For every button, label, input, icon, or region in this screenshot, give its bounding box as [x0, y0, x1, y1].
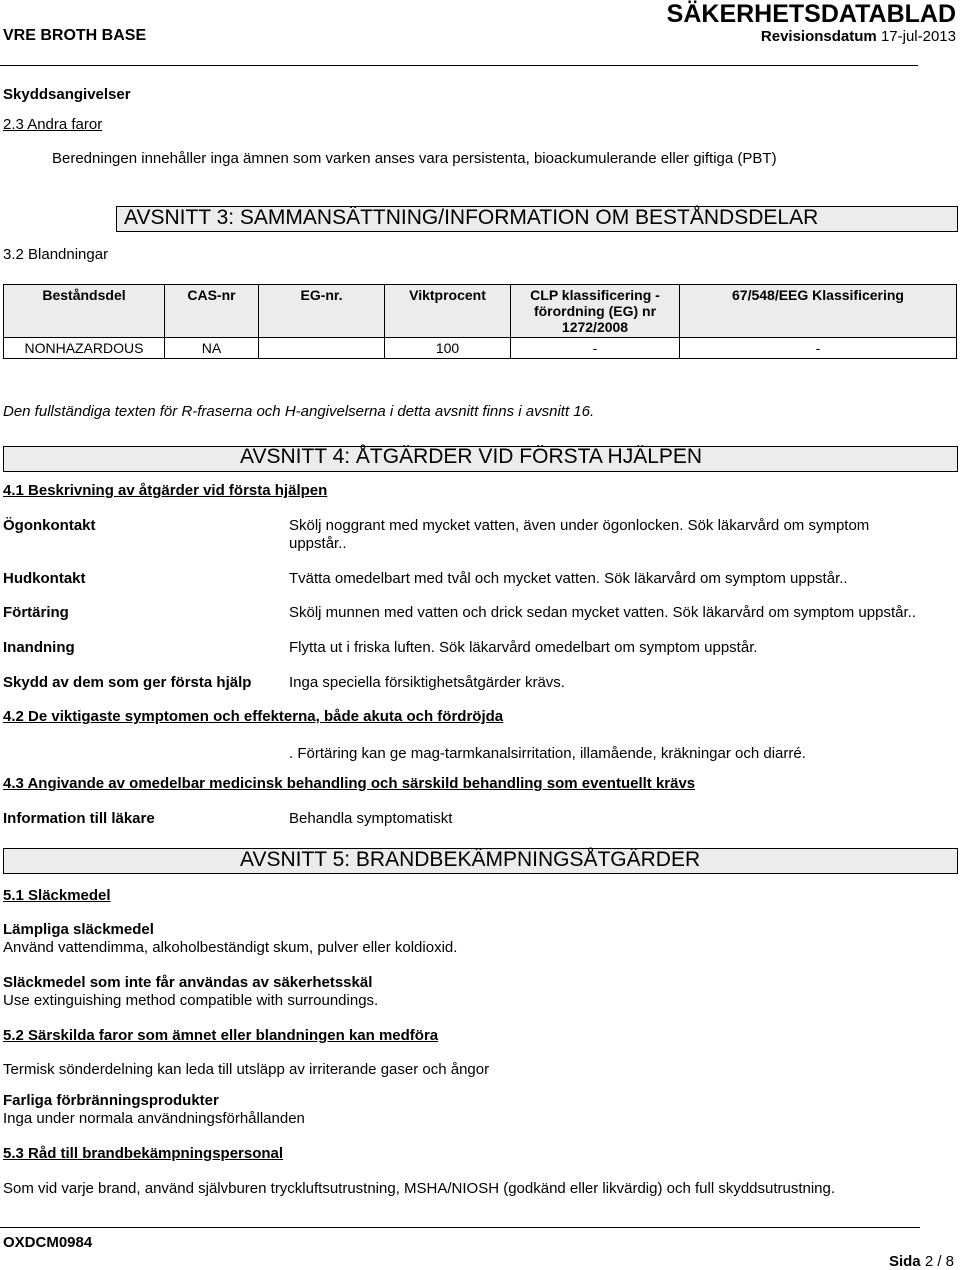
- ingestion-text: Skölj munnen med vatten och drick sedan mycket vatten. Sök läkarvård om symptom uppstår..: [289, 604, 916, 621]
- other-hazards-text: Beredningen innehåller inga ämnen som varken anses vara persistenta, bioackumulerande eller giftiga (PBT): [52, 150, 777, 167]
- column-header: Beståndsdel: [4, 285, 165, 338]
- extinguishing-media-heading: 5.1 Släckmedel: [3, 887, 111, 904]
- inhalation-text: Flytta ut i friska luften. Sök läkarvård omedelbart om symptom uppstår.: [289, 639, 758, 656]
- composition-table-header: [4, 285, 957, 338]
- composition-table: [3, 284, 957, 359]
- footer-divider: [0, 1227, 920, 1228]
- page-label: Sida: [888, 1253, 921, 1270]
- page-number: [889, 1253, 954, 1270]
- eye-contact-label: Ögonkontakt: [3, 517, 96, 534]
- column-header: EG-nr.: [259, 285, 385, 338]
- skin-contact-label: Hudkontakt: [3, 570, 86, 587]
- table-cell: 100: [385, 338, 511, 359]
- firefighter-advice-text: Som vid varje brand, använd självburen tryckluftsutrustning, MSHA/NIOSH (godkänd eller likvärdig) och full skyddsutrustning.: [3, 1180, 836, 1197]
- firefighter-advice-heading: 5.3 Råd till brandbekämpningspersonal: [3, 1145, 284, 1162]
- revision-date-value: 17-jul-2013: [880, 28, 956, 45]
- section-4-title: AVSNITT 4: ÅTGÄRDER VID FÖRSTA HJÄLPEN: [240, 445, 703, 468]
- full-text-note: Den fullständiga texten för R-fraserna och H-angivelserna i detta avsnitt finns i avsnitt 16.: [3, 403, 595, 420]
- document-title: SÄKERHETSDATABLAD: [666, 0, 956, 28]
- doctor-info-label: Information till läkare: [3, 810, 155, 827]
- skin-contact-text: Tvätta omedelbart med tvål och mycket vatten. Sök läkarvård om symptom uppstår..: [289, 570, 848, 587]
- column-header: 67/548/EEG Klassificering: [680, 285, 957, 338]
- table-cell: [259, 338, 385, 359]
- first-aider-protection-text: Inga speciella försiktighetsåtgärder krävs.: [289, 674, 565, 691]
- table-cell: -: [680, 338, 957, 359]
- doctor-info-text: Behandla symptomatiskt: [289, 810, 453, 827]
- column-header: CLP klassificering - förordning (EG) nr 1272/2008: [511, 285, 680, 338]
- unsuitable-media-label: Släckmedel som inte får användas av säkerhetsskäl: [3, 974, 373, 991]
- page-value: 2 / 8: [924, 1253, 954, 1270]
- section-3-title: AVSNITT 3: SAMMANSÄTTNING/INFORMATION OM BESTÅNDSDELAR: [124, 206, 819, 229]
- unsuitable-media-text: Use extinguishing method compatible with surroundings.: [3, 992, 379, 1009]
- inhalation-label: Inandning: [3, 639, 75, 656]
- table-cell: NA: [165, 338, 259, 359]
- special-hazards-heading: 5.2 Särskilda faror som ämnet eller blandningen kan medföra: [3, 1027, 439, 1044]
- product-name: VRE BROTH BASE: [3, 27, 147, 44]
- revision-date: [761, 28, 956, 45]
- first-aid-description-heading: 4.1 Beskrivning av åtgärder vid första hjälpen: [3, 482, 328, 499]
- column-header: CAS-nr: [165, 285, 259, 338]
- first-aider-protection-label: Skydd av dem som ger första hjälp: [3, 674, 252, 691]
- symptoms-heading: 4.2 De viktigaste symptomen och effekterna, både akuta och fördröjda: [3, 708, 504, 725]
- ingestion-label: Förtäring: [3, 604, 69, 621]
- precautionary-statements-label: Skyddsangivelser: [3, 86, 131, 103]
- eye-contact-text: Skölj noggrant med mycket vatten, även under ögonlocken. Sök läkarvård om symptom: [289, 517, 870, 534]
- suitable-media-label: Lämpliga släckmedel: [3, 921, 154, 938]
- eye-contact-text-cont: uppstår..: [289, 535, 347, 552]
- section-5-title: AVSNITT 5: BRANDBEKÄMPNINGSÅTGÄRDER: [240, 848, 701, 871]
- table-cell: NONHAZARDOUS: [4, 338, 165, 359]
- table-row: [4, 338, 957, 359]
- suitable-media-text: Använd vattendimma, alkoholbeständigt skum, pulver eller koldioxid.: [3, 939, 458, 956]
- header-divider: [0, 65, 918, 66]
- combustion-products-label: Farliga förbränningsprodukter: [3, 1092, 219, 1109]
- special-hazards-text: Termisk sönderdelning kan leda till utsläpp av irriterande gaser och ångor: [3, 1061, 490, 1078]
- mixtures-label: 3.2 Blandningar: [3, 246, 109, 263]
- column-header: Viktprocent: [385, 285, 511, 338]
- table-cell: -: [511, 338, 680, 359]
- medical-treatment-heading: 4.3 Angivande av omedelbar medicinsk behandling och särskild behandling som eventuellt krävs: [3, 775, 696, 792]
- other-hazards-heading: 2.3 Andra faror: [3, 116, 103, 133]
- combustion-products-text: Inga under normala användningsförhållanden: [3, 1110, 305, 1127]
- revision-label: Revisionsdatum: [760, 28, 877, 45]
- symptoms-text: . Förtäring kan ge mag-tarmkanalsirritation, illamående, kräkningar och diarré.: [289, 745, 806, 762]
- document-code: OXDCM0984: [3, 1234, 93, 1251]
